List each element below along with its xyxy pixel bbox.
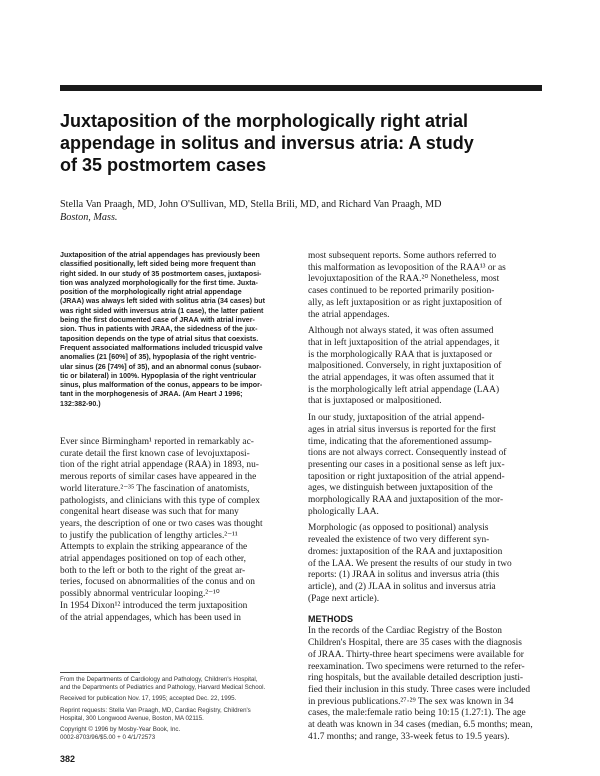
body-line: Although not always stated, it was often assumed <box>308 326 494 337</box>
body-line: In our study, juxtaposition of the atrial append- <box>308 413 485 424</box>
body-line: that in left juxtaposition of the atrial appendages, it <box>308 337 500 348</box>
abstract-line: was right sided with inversus atria (1 case), the latter patient <box>60 306 264 315</box>
body-line: morphologically RAA and juxtaposition of the mor- <box>308 495 504 506</box>
body-line: ages in atrial situs inversus is reported for the first <box>308 424 496 435</box>
body-line: presenting our cases in a positional sense as left jux- <box>308 459 505 470</box>
footnote-line: and the Departments of Pediatrics and Pathology, Harvard Medical School. <box>60 684 266 692</box>
footnote-rule <box>60 672 140 673</box>
affiliation: Boston, Mass. <box>60 212 118 223</box>
body-line: In the records of the Cardiac Registry of the Boston <box>308 626 502 637</box>
body-line: at death was known in 34 cases (median, 6.5 months; mean, <box>308 720 533 731</box>
body-line: phologically LAA. <box>308 506 379 517</box>
spacer <box>308 605 540 610</box>
body-line: the atrial appendages, it was often assumed that it <box>308 373 495 384</box>
body-line: levojuxtaposition of the RAA.²⁰ Nonetheless, most <box>308 274 500 285</box>
body-line: in previous publications.²⁷·²⁹ The sex was known in 34 <box>308 696 514 707</box>
body-line: congenital heart disease was such that for many <box>60 507 239 518</box>
body-line: of JRAA. Thirty-three heart specimens were available for <box>308 649 524 660</box>
body-line: of the atrial appendages, which has been used in <box>60 612 241 623</box>
body-line: is the morphologically RAA that is juxtaposed or <box>308 349 493 360</box>
page-number: 382 <box>60 754 76 764</box>
footnote-line: Hospital, 300 Longwood Avenue, Boston, MA 02115. <box>60 714 204 722</box>
body-line: reports: (1) JRAA in solitus and inversus atria (this <box>308 570 500 581</box>
body-column-left <box>60 437 292 624</box>
abstract-line: tic or bilateral) in 100%. Hypoplasia of the right ventricular <box>60 371 257 380</box>
abstract-line: right sided. In our study of 35 postmortem cases, juxtaposi- <box>60 269 262 278</box>
abstract-line: tant in the morphogenesis of JRAA. (Am Heart J 1996; <box>60 390 243 399</box>
footnote-line: 0002-8703/96/$5.00 + 0 4/1/72573 <box>60 734 156 742</box>
body-line: pathologists, and clinicians with this type of complex <box>60 495 260 506</box>
body-line: ally, as left juxtaposition or as right juxtaposition of <box>308 297 502 308</box>
abstract-line: tion was analyzed morphologically for the first time. Juxta- <box>60 278 258 287</box>
body-line: both to the left or both to the right of the great ar- <box>60 565 246 576</box>
footnote-line: Reprint requests: Stella Van Praagh, MD, Cardiac Registry, Children's <box>60 706 251 714</box>
body-line: curate detail the first known case of levojuxtaposi- <box>60 448 250 459</box>
body-line: to justify the publication of lengthy articles.²⁻¹¹ <box>60 530 238 541</box>
body-line: most subsequent reports. Some authors referred to <box>308 251 497 261</box>
footnote-line: Received for publication Nov. 17, 1995; accepted Dec. 22, 1995. <box>60 695 237 703</box>
abstract-line: ular sinus (26 [74%] of 35), and an abnormal conus (subaor- <box>60 362 262 371</box>
header-rule <box>60 85 542 91</box>
body-line: dromes: juxtaposition of the RAA and juxtaposition <box>308 546 503 557</box>
body-line: possibly abnormal ventricular looping.²⁻¹⁰ <box>60 589 220 600</box>
body-line: atrial appendages positioned on top of each other, <box>60 554 247 565</box>
body-line: revealed the existence of two very different syn- <box>308 535 490 546</box>
abstract <box>60 251 292 409</box>
body-line: cases, the male:female ratio being 10:15 (1.27:1). The age <box>308 708 526 719</box>
footnote-line: From the Departments of Cardiology and Pathology, Children's Hospital, <box>60 676 258 683</box>
body-line: Attempts to explain the striking appearance of the <box>60 542 248 553</box>
body-line: Children's Hospital, there are 35 cases with the diagnosis <box>308 638 522 649</box>
body-line: 41.7 months; and range, 33-week fetus to 19.5 years). <box>308 731 510 742</box>
body-line: is the morphologically left atrial appendage (LAA) <box>308 384 500 395</box>
body-line: reexamination. Two specimens were returned to the refer- <box>308 661 525 672</box>
body-line: of the LAA. We present the results of our study in two <box>308 558 512 569</box>
abstract-line: Juxtaposition of the atrial appendages has previously been <box>60 251 260 259</box>
body-line: In 1954 Dixon¹² introduced the term juxtaposition <box>60 600 248 611</box>
section-heading-methods: METHODS <box>308 614 353 625</box>
title-line: of 35 postmortem cases <box>60 155 267 175</box>
body-line: (Page next article). <box>308 593 380 604</box>
abstract-line: 132:382-90.) <box>60 399 101 408</box>
body-line: the atrial appendages. <box>308 309 390 320</box>
body-column-right <box>308 251 540 743</box>
abstract-line: classified positionally, left sided being more frequent than <box>60 260 256 269</box>
footnote-line: Copyright © 1996 by Mosby-Year Book, Inc. <box>60 726 181 734</box>
body-line: ages, we distinguish between juxtaposition of the <box>308 483 493 494</box>
body-line: cases continued to be reported primarily position- <box>308 286 495 297</box>
abstract-line: being the first documented case of JRAA with atrial inver- <box>60 316 255 325</box>
body-line: time, indicating that the aforementioned assump- <box>308 436 492 447</box>
footnotes <box>60 676 292 742</box>
abstract-line: sion. Thus in patients with JRAA, the sidedness of the jux- <box>60 325 258 334</box>
body-line: ring hospitals, but the available detailed description justi- <box>308 673 524 684</box>
body-line: fied their inclusion in this study. Three cases were included <box>308 684 531 695</box>
body-line: article), and (2) JLAA in solitus and inversus atria <box>308 581 496 592</box>
author-list: Stella Van Praagh, MD, John O'Sullivan, MD, Stella Brili, MD, and Richard Van Praagh, MD <box>60 199 442 210</box>
body-line: that is juxtaposed or malpositioned. <box>308 396 442 407</box>
body-line: taposition or right juxtaposition of the atrial append- <box>308 471 505 482</box>
body-line: world literature.²⁻³⁵ The fascination of anatomists, <box>60 483 250 494</box>
body-line: malpositioned. Conversely, in right juxtaposition of <box>308 361 502 372</box>
body-line: Ever since Birmingham¹ reported in remarkably ac- <box>60 437 254 447</box>
abstract-line: sinus, plus malformation of the conus, appears to be impor- <box>60 381 263 390</box>
abstract-line: (JRAA) was always left sided with solitus atria (34 cases) but <box>60 297 265 306</box>
body-line: years, the description of one or two cases was thought <box>60 518 263 529</box>
body-line: Morphologic (as opposed to positional) analysis <box>308 523 489 534</box>
title-line: Juxtaposition of the morphologically right atrial <box>60 111 469 131</box>
body-line: tions are not always correct. Consequently instead of <box>308 448 507 459</box>
body-line: merous reports of similar cases have appeared in the <box>60 472 257 483</box>
title-line: appendage in solitus and inversus atria: A study <box>60 133 474 153</box>
body-line: tion of the right atrial appendage (RAA) in 1893, nu- <box>60 460 259 471</box>
article-title <box>60 110 530 176</box>
body-line: this malformation as levoposition of the RAA¹³ or as <box>308 262 506 273</box>
abstract-line: Frequent associated malformations included tricuspid valve <box>60 343 263 352</box>
abstract-line: anomalies (21 [60%] of 35), hypoplasia of the right ventric- <box>60 353 257 362</box>
abstract-line: position of the morphologically right atrial appendage <box>60 288 242 297</box>
body-line: teries, focused on abnormalities of the conus and on <box>60 577 255 588</box>
abstract-line: taposition depends on the type of atrial situs that coexists. <box>60 334 259 343</box>
